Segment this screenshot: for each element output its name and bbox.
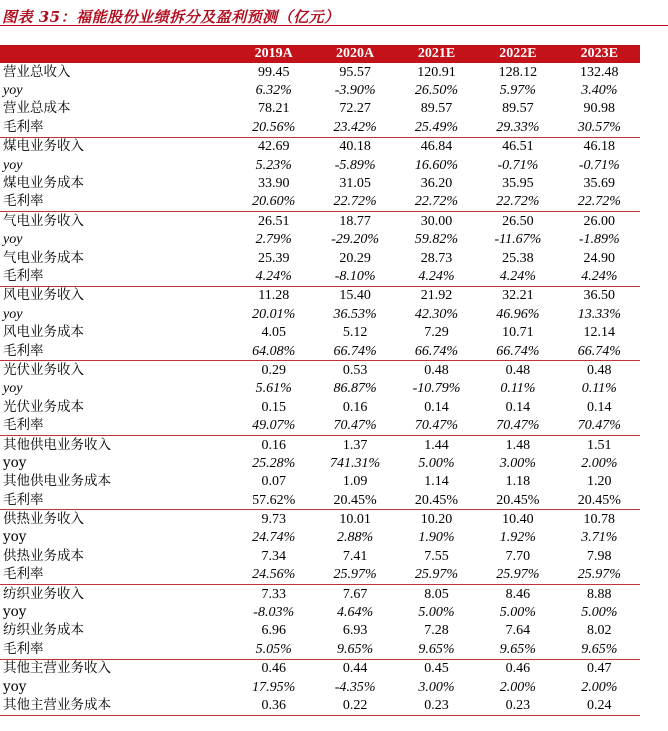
value-cell: 0.11% (581, 381, 617, 397)
table-row (0, 267, 640, 286)
value-cell: 8.05 (424, 586, 449, 602)
row-label: 纺织业务成本 (3, 622, 84, 639)
row-label: 毛利率 (0, 118, 233, 137)
value-cell: 18.77 (339, 213, 371, 229)
value-cell: 0.44 (342, 661, 368, 677)
value-cell: -11.67% (494, 232, 542, 248)
value-cell: 22.72% (314, 193, 395, 212)
value-cell: 20.45% (477, 491, 558, 510)
value-cell: 70.47% (396, 416, 477, 435)
value-cell: 40.18 (339, 139, 371, 155)
value-cell: 20.01% (252, 306, 296, 322)
value-cell: 4.64% (337, 605, 374, 621)
header-cell-2022e: 2022E (477, 45, 558, 63)
value-cell: -29.20% (331, 232, 380, 248)
row-label: 其他主营业务成本 (0, 696, 233, 715)
value-cell: 0.14 (587, 399, 612, 415)
value-cell: 10.40 (502, 512, 534, 528)
row-label: 其他供电业务收入 (3, 436, 111, 453)
value-cell: 741.31% (330, 455, 381, 471)
value-cell: 7.34 (261, 548, 286, 564)
value-cell: 86.87% (333, 381, 377, 397)
value-cell: 1.09 (342, 474, 368, 490)
value-cell: 28.73 (420, 250, 453, 266)
value-cell: 7.98 (587, 548, 612, 564)
table-row (0, 249, 640, 267)
table-row (0, 286, 640, 305)
value-cell: 1.51 (587, 437, 612, 453)
value-cell: 1.44 (424, 437, 449, 453)
row-label: 供热业务收入 (3, 511, 84, 528)
table-row (0, 323, 640, 341)
value-cell: 20.45% (314, 491, 395, 510)
value-cell: 20.45% (559, 491, 640, 510)
row-label: yoy (3, 454, 27, 471)
value-cell: 5.00% (418, 605, 455, 621)
value-cell: 15.40 (339, 288, 371, 304)
value-cell: 5.00% (418, 455, 455, 471)
value-cell: -8.03% (253, 605, 295, 621)
table-row (0, 584, 640, 603)
value-cell: 59.82% (414, 232, 459, 248)
value-cell: 46.51 (502, 139, 534, 155)
value-cell: 1.20 (587, 474, 612, 490)
value-cell: 16.60% (414, 157, 459, 173)
value-cell: -0.71% (497, 157, 539, 173)
value-cell: 24.90 (583, 250, 616, 266)
value-cell: 5.61% (255, 381, 292, 397)
table-row (0, 529, 640, 547)
value-cell: 5.97% (499, 83, 536, 99)
row-label: 毛利率 (0, 640, 233, 659)
table-row (0, 398, 640, 416)
value-cell: 5.12 (342, 325, 368, 341)
table-row (0, 416, 640, 435)
value-cell: 66.74% (314, 342, 395, 361)
table-row (0, 193, 640, 212)
value-cell: 2.00% (581, 455, 618, 471)
value-cell: 26.00 (583, 213, 616, 229)
row-label: 煤电业务成本 (3, 175, 84, 192)
value-cell: 5.23% (255, 157, 292, 173)
row-label: 毛利率 (0, 566, 233, 585)
value-cell: 36.53% (333, 306, 377, 322)
value-cell: 46.18 (583, 139, 616, 155)
table-row (0, 454, 640, 472)
value-cell: 3.40% (581, 83, 618, 99)
row-label: 纺织业务收入 (3, 585, 84, 602)
value-cell: 8.46 (505, 586, 531, 602)
row-label: 气电业务成本 (3, 249, 84, 266)
value-cell: 9.65% (477, 640, 558, 659)
value-cell: 20.45% (396, 491, 477, 510)
table-row (0, 547, 640, 565)
value-cell: 90.98 (583, 101, 616, 117)
row-label: yoy (3, 157, 23, 173)
table-body (0, 63, 640, 715)
row-label: 毛利率 (0, 193, 233, 212)
value-cell: 1.37 (342, 437, 368, 453)
value-cell: 4.24% (396, 267, 477, 286)
value-cell: 0.11% (500, 381, 536, 397)
value-cell: 0.48 (424, 362, 449, 378)
value-cell: 33.90 (257, 176, 290, 192)
value-cell: -10.79% (412, 381, 461, 397)
value-cell: 0.07 (261, 474, 286, 490)
row-label: 毛利率 (0, 416, 233, 435)
row-label: 营业总收入 (3, 63, 71, 80)
value-cell: 24.74% (252, 530, 296, 546)
value-cell: 99.45 (257, 64, 290, 80)
row-label: 毛利率 (0, 342, 233, 361)
value-cell: 70.47% (559, 416, 640, 435)
value-cell: 66.74% (477, 342, 558, 361)
value-cell: 0.16 (342, 399, 368, 415)
value-cell: 1.14 (424, 474, 449, 490)
value-cell: 89.57 (420, 101, 453, 117)
value-cell: 11.28 (258, 288, 290, 304)
value-cell: 26.50% (414, 83, 459, 99)
value-cell: 8.02 (587, 623, 612, 639)
value-cell: 0.23 (477, 696, 558, 715)
value-cell: 25.28% (252, 455, 296, 471)
value-cell: 23.42% (314, 118, 395, 137)
value-cell: 0.15 (261, 399, 286, 415)
row-label: yoy (3, 232, 23, 248)
value-cell: 0.29 (261, 362, 286, 378)
value-cell: 13.33% (577, 306, 621, 322)
header-cell-2021e: 2021E (396, 45, 477, 63)
value-cell: 0.53 (342, 362, 368, 378)
value-cell: 7.55 (424, 548, 449, 564)
value-cell: 26.51 (257, 213, 290, 229)
value-cell: 7.29 (424, 325, 449, 341)
value-cell: 32.21 (502, 288, 534, 304)
table-row (0, 435, 640, 454)
value-cell: 46.96% (496, 306, 540, 322)
row-label: yoy (3, 529, 27, 546)
table-row (0, 305, 640, 323)
row-label: 其他供电业务成本 (3, 473, 111, 490)
table-row (0, 622, 640, 640)
value-cell: 29.33% (477, 118, 558, 137)
row-label: 毛利率 (0, 267, 233, 286)
value-cell: 0.48 (505, 362, 531, 378)
table-row (0, 361, 640, 380)
value-cell: 0.36 (233, 696, 314, 715)
row-label: 风电业务收入 (3, 287, 84, 304)
row-label: yoy (3, 604, 27, 621)
table-row (0, 342, 640, 361)
value-cell: 66.74% (559, 342, 640, 361)
table-row (0, 510, 640, 529)
value-cell: 10.78 (583, 512, 616, 528)
value-cell: 17.95% (252, 679, 296, 695)
value-cell: 0.23 (396, 696, 477, 715)
value-cell: 70.47% (314, 416, 395, 435)
value-cell: -0.71% (578, 157, 620, 173)
value-cell: 10.20 (420, 512, 453, 528)
value-cell: 20.56% (233, 118, 314, 137)
value-cell: 0.14 (505, 399, 531, 415)
header-cell-2019a: 2019A (233, 45, 314, 63)
value-cell: 120.91 (417, 64, 456, 80)
value-cell: 30.57% (559, 118, 640, 137)
value-cell: 25.49% (396, 118, 477, 137)
value-cell: 20.29 (339, 250, 371, 266)
value-cell: 7.64 (505, 623, 531, 639)
value-cell: 8.88 (587, 586, 612, 602)
table-row (0, 156, 640, 174)
value-cell: 25.38 (502, 250, 534, 266)
value-cell: 36.20 (420, 176, 453, 192)
header-cell-2020a: 2020A (314, 45, 395, 63)
value-cell: 2.00% (581, 679, 618, 695)
value-cell: 0.16 (261, 437, 286, 453)
value-cell: 6.96 (261, 623, 286, 639)
value-cell: 5.00% (499, 605, 536, 621)
value-cell: 36.50 (583, 288, 616, 304)
table-row (0, 603, 640, 621)
value-cell: 4.24% (559, 267, 640, 286)
row-label: 毛利率 (0, 491, 233, 510)
row-label: 光伏业务收入 (3, 361, 84, 378)
table-row (0, 231, 640, 249)
table-row (0, 491, 640, 510)
header-cell-label (0, 45, 233, 63)
value-cell: 128.12 (498, 64, 538, 80)
value-cell: 1.92% (499, 530, 536, 546)
table-row (0, 380, 640, 398)
value-cell: 78.21 (257, 101, 290, 117)
value-cell: -1.89% (578, 232, 620, 248)
value-cell: 22.72% (396, 193, 477, 212)
value-cell: 89.57 (502, 101, 534, 117)
value-cell: 0.46 (261, 661, 286, 677)
value-cell: 49.07% (233, 416, 314, 435)
value-cell: 70.47% (477, 416, 558, 435)
value-cell: 57.62% (233, 491, 314, 510)
table-row (0, 118, 640, 137)
value-cell: 2.00% (499, 679, 536, 695)
row-label: 其他主营业务收入 (3, 660, 111, 677)
value-cell: 95.57 (339, 64, 371, 80)
title-underline (0, 25, 668, 26)
value-cell: 35.69 (583, 176, 616, 192)
value-cell: 0.22 (314, 696, 395, 715)
value-cell: 72.27 (339, 101, 371, 117)
value-cell: 4.24% (233, 267, 314, 286)
figure-title: 图表 35：福能股份业绩拆分及盈利预测（亿元） (2, 8, 340, 26)
row-label: yoy (3, 83, 23, 99)
row-label: 光伏业务成本 (3, 398, 84, 415)
table-header-row (0, 45, 640, 63)
value-cell: 22.72% (477, 193, 558, 212)
value-cell: 35.95 (502, 176, 534, 192)
value-cell: 42.30% (414, 306, 459, 322)
value-cell: 10.01 (339, 512, 371, 528)
value-cell: 5.00% (581, 605, 618, 621)
value-cell: 2.79% (255, 232, 292, 248)
value-cell: 9.65% (559, 640, 640, 659)
value-cell: 22.72% (559, 193, 640, 212)
value-cell: -5.89% (334, 157, 376, 173)
value-cell: 25.97% (559, 566, 640, 585)
value-cell: 0.48 (587, 362, 612, 378)
value-cell: 132.48 (580, 64, 619, 80)
value-cell: 7.41 (342, 548, 368, 564)
value-cell: 21.92 (420, 288, 453, 304)
table-row (0, 696, 640, 715)
value-cell: 9.65% (396, 640, 477, 659)
table-row (0, 212, 640, 231)
row-label: 风电业务成本 (3, 324, 84, 341)
row-label: yoy (3, 678, 27, 695)
value-cell: 66.74% (396, 342, 477, 361)
value-cell: 20.60% (233, 193, 314, 212)
row-label: 煤电业务收入 (3, 138, 84, 155)
table-row (0, 659, 640, 678)
value-cell: 7.28 (424, 623, 449, 639)
value-cell: 25.97% (396, 566, 477, 585)
table-row (0, 566, 640, 585)
value-cell: 7.33 (261, 586, 286, 602)
value-cell: 0.47 (587, 661, 612, 677)
value-cell: -4.35% (334, 679, 376, 695)
value-cell: 31.05 (339, 176, 371, 192)
value-cell: 9.73 (261, 512, 286, 528)
header-cell-2023e: 2023E (559, 45, 640, 63)
value-cell: 0.45 (424, 661, 449, 677)
value-cell: 12.14 (583, 325, 616, 341)
table-row (0, 81, 640, 99)
table-row (0, 678, 640, 696)
value-cell: 1.48 (505, 437, 531, 453)
value-cell: 9.65% (314, 640, 395, 659)
value-cell: 24.56% (233, 566, 314, 585)
value-cell: 10.71 (502, 325, 534, 341)
table-row (0, 174, 640, 192)
row-label: 供热业务成本 (3, 547, 84, 564)
value-cell: 0.46 (505, 661, 531, 677)
row-label: yoy (3, 381, 23, 397)
value-cell: 0.14 (424, 399, 449, 415)
value-cell: -3.90% (334, 83, 376, 99)
value-cell: -8.10% (314, 267, 395, 286)
value-cell: 6.93 (342, 623, 368, 639)
value-cell: 30.00 (420, 213, 453, 229)
value-cell: 3.71% (581, 530, 618, 546)
value-cell: 4.24% (477, 267, 558, 286)
earnings-forecast-table (0, 45, 640, 716)
value-cell: 5.05% (233, 640, 314, 659)
value-cell: 1.18 (505, 474, 531, 490)
value-cell: 42.69 (257, 139, 290, 155)
value-cell: 25.97% (477, 566, 558, 585)
row-label: 气电业务收入 (3, 212, 84, 229)
value-cell: 25.39 (257, 250, 290, 266)
value-cell: 26.50 (502, 213, 534, 229)
value-cell: 4.05 (261, 325, 286, 341)
value-cell: 1.90% (418, 530, 455, 546)
row-label: 营业总成本 (3, 100, 71, 117)
value-cell: 2.88% (337, 530, 374, 546)
value-cell: 64.08% (233, 342, 314, 361)
value-cell: 46.84 (420, 139, 453, 155)
value-cell: 7.70 (505, 548, 531, 564)
table-row (0, 640, 640, 659)
row-label: yoy (3, 306, 23, 322)
value-cell: 25.97% (314, 566, 395, 585)
table-row (0, 63, 640, 81)
value-cell: 3.00% (499, 455, 536, 471)
table-row (0, 100, 640, 118)
value-cell: 3.00% (418, 679, 455, 695)
value-cell: 0.24 (559, 696, 640, 715)
table-row (0, 137, 640, 156)
value-cell: 6.32% (255, 83, 292, 99)
table-row (0, 473, 640, 491)
value-cell: 7.67 (342, 586, 368, 602)
